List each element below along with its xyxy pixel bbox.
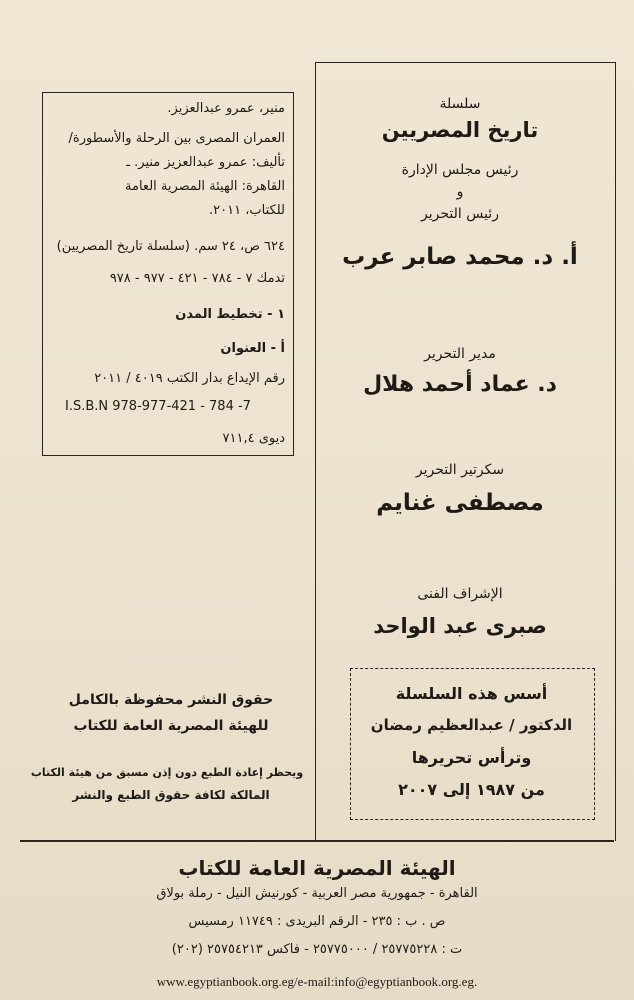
catalog-card xyxy=(42,92,294,456)
art-label: الإشراف الفنى xyxy=(417,586,503,602)
series-label: سلسلة xyxy=(439,96,481,112)
series-name: تاريخ المصريين xyxy=(381,118,539,142)
art-name: صبرى عبد الواحد xyxy=(373,614,547,638)
rights-line3: ويحظر إعادة الطبع دون إذن مسبق من هيئة الكتاب xyxy=(30,766,304,779)
catalog-isbn-ar: تدمك ٧ - ٧٨٤ - ٤٢١ - ٩٧٧ - ٩٧٨ xyxy=(109,271,285,286)
catalog-subject1: ١ - تخطيط المدن xyxy=(175,307,285,322)
catalog-author-heading: منير، عمرو عبدالعزيز. xyxy=(167,101,285,116)
catalog-publisher: القاهرة: الهيئة المصرية العامة xyxy=(125,179,285,194)
editor-name: أ. د. محمد صابر عرب xyxy=(342,244,578,270)
managing-editor-label: مدير التحرير xyxy=(424,346,496,362)
founder-line1: أسس هذه السلسلة xyxy=(395,684,548,703)
catalog-pages: ٦٢٤ ص، ٢٤ سم. (سلسلة تاريخ المصريين) xyxy=(56,239,285,254)
catalog-author: تأليف: عمرو عبدالعزيز منير. ـ xyxy=(126,155,285,170)
rights-line1: حقوق النشر محفوظة بالكامل xyxy=(68,692,274,708)
secretary-name: مصطفى غنايم xyxy=(376,490,544,516)
rights-line2: للهيئة المصرية العامة للكتاب xyxy=(73,718,269,734)
footer-org: الهيئة المصرية العامة للكتاب xyxy=(178,856,456,880)
catalog-deposit: رقم الإيداع بدار الكتب ٤٠١٩ / ٢٠١١ xyxy=(94,371,285,386)
catalog-subject2: أ - العنوان xyxy=(220,341,285,356)
footer-address: القاهرة - جمهورية مصر العربية - كورنيش النيل - رملة بولاق xyxy=(156,886,478,901)
rights-line4: المالكة لكافة حقوق الطبع والنشر xyxy=(72,788,270,802)
bottom-divider xyxy=(20,840,614,842)
and-label: و xyxy=(456,184,464,200)
founder-line2: الدكتور / عبدالعظيم رمضان xyxy=(370,716,573,734)
chair-label: رئيس مجلس الإدارة xyxy=(401,162,519,178)
catalog-dewey: ديوى ٧١١,٤ xyxy=(222,431,285,446)
catalog-isbn-en: I.S.B.N 978-977-421 - 784 -7 xyxy=(65,399,251,414)
founder-line4: من ١٩٨٧ إلى ٢٠٠٧ xyxy=(398,780,545,799)
editor-label: رئيس التحرير xyxy=(421,206,499,222)
catalog-title: العمران المصرى بين الرحلة والأسطورة/ xyxy=(68,131,285,146)
catalog-publisher-year: للكتاب، ٢٠١١. xyxy=(209,203,285,218)
footer-web: www.egyptianbook.org.eg/e-mail:info@egyptianbook.org.eg. xyxy=(156,974,478,989)
footer-po: ص . ب : ٢٣٥ - الرقم البريدى : ١١٧٤٩ رمسيس xyxy=(188,914,446,929)
footer-phone: ت : ٢٥٧٧٥٢٢٨ / ٢٥٧٧٥٠٠٠ - فاكس ٢٥٧٥٤٢١٣ (٢٠٢) xyxy=(171,942,463,957)
secretary-label: سكرتير التحرير xyxy=(415,462,505,478)
founder-line3: وترأس تحريرها xyxy=(411,748,532,767)
managing-editor-name: د. عماد أحمد هلال xyxy=(363,372,557,397)
